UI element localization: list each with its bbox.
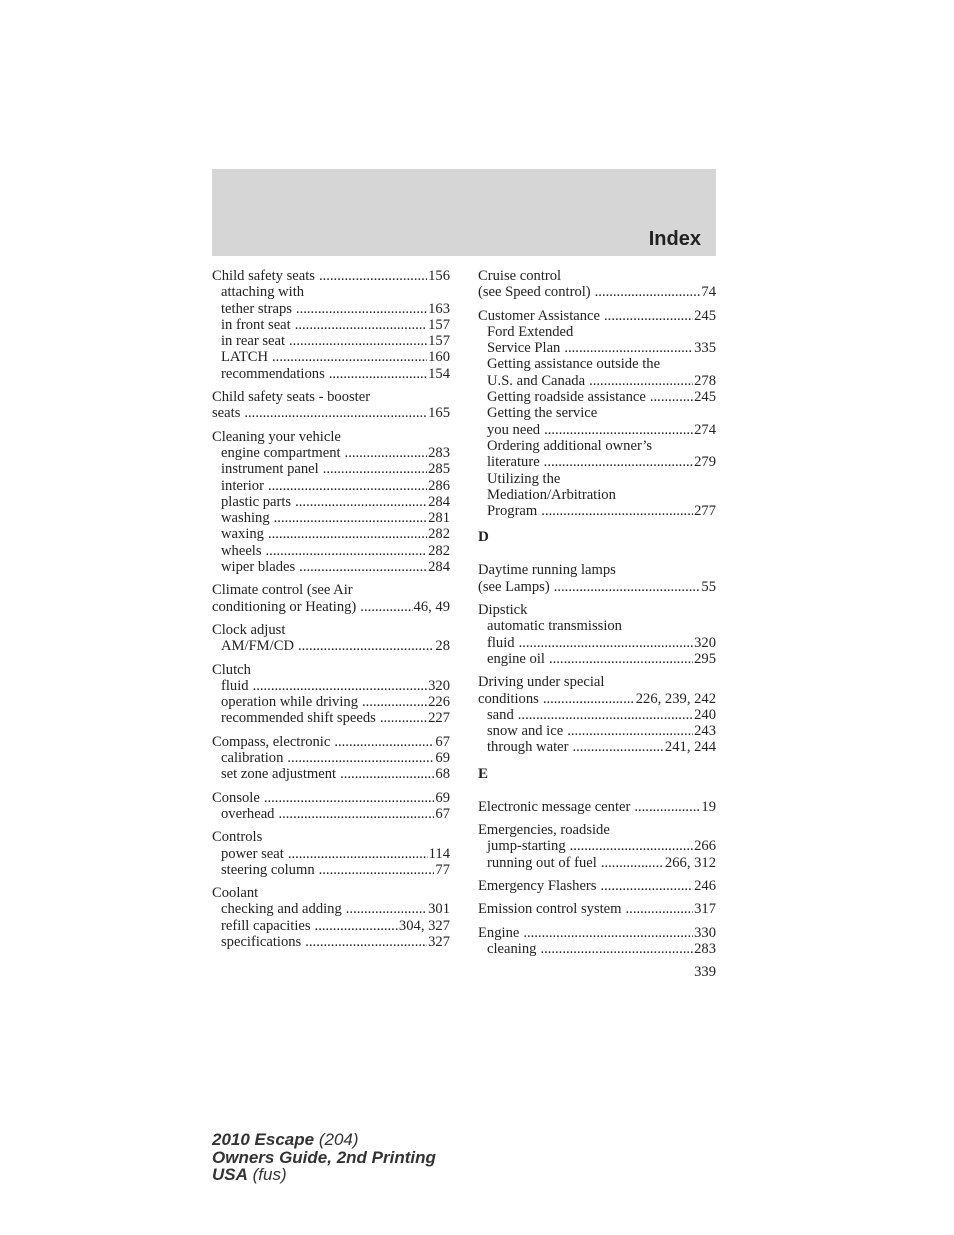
dot-leader <box>268 526 427 542</box>
index-heading[interactable] <box>212 790 450 806</box>
page-reference[interactable]: 277 <box>694 503 716 520</box>
index-entry <box>212 389 450 422</box>
page-number: 339 <box>694 964 716 981</box>
index-column-left <box>212 268 450 957</box>
page-reference[interactable]: 157 <box>428 316 450 333</box>
dot-leader <box>519 635 694 651</box>
index-subentry <box>478 471 716 487</box>
dot-leader <box>544 422 693 438</box>
index-subentry[interactable] <box>212 806 450 822</box>
entry-text: refill capacities <box>221 917 311 934</box>
entry-text: instrument panel <box>221 461 319 478</box>
index-entry <box>478 901 716 917</box>
entry-text: conditioning or Heating) <box>212 598 357 615</box>
page-reference[interactable]: 245 <box>694 389 716 406</box>
entry-text: checking and adding <box>221 901 342 918</box>
footer-line-2 <box>212 1149 436 1167</box>
dot-leader <box>595 284 701 300</box>
page-reference[interactable]: 74 <box>701 284 716 301</box>
page-reference[interactable]: 320 <box>694 634 716 651</box>
page-reference[interactable]: 241, 244 <box>664 739 716 756</box>
dot-leader <box>570 838 693 854</box>
dot-leader <box>289 333 427 349</box>
index-entry <box>212 622 450 655</box>
page-reference[interactable]: 28 <box>435 638 450 655</box>
index-subentry[interactable] <box>212 526 450 542</box>
entry-text: wiper blades <box>221 559 296 576</box>
page-reference[interactable]: 281 <box>428 510 450 527</box>
entry-text: specifications <box>221 933 302 950</box>
entry-text: cleaning <box>487 940 537 957</box>
page-reference[interactable]: 282 <box>428 542 450 559</box>
index-subentry[interactable] <box>212 694 450 710</box>
index-subentry[interactable] <box>212 510 450 526</box>
dot-leader <box>244 405 427 421</box>
index-heading <box>478 268 716 284</box>
index-subentry[interactable] <box>212 918 450 934</box>
entry-text: sand <box>487 706 514 723</box>
index-subentry[interactable] <box>212 301 450 317</box>
index-entry <box>478 925 716 958</box>
entry-text: interior <box>221 477 264 494</box>
header-band <box>212 169 716 256</box>
entry-text: wheels <box>221 542 262 559</box>
entry-text: Dipstick <box>478 602 528 619</box>
index-subentry[interactable] <box>212 846 450 862</box>
entry-text: Child safety seats <box>212 268 315 284</box>
entry-text: Climate control (see Air <box>212 582 353 599</box>
page-reference[interactable]: 69 <box>435 750 450 767</box>
index-subentry[interactable] <box>478 651 716 667</box>
entry-text: (see Lamps) <box>478 578 550 595</box>
entry-text: recommended shift speeds <box>221 710 376 727</box>
index-subentry[interactable] <box>478 503 716 519</box>
index-entry <box>478 268 716 301</box>
index-subentry[interactable] <box>478 941 716 957</box>
index-subentry[interactable] <box>478 422 716 438</box>
dot-leader <box>346 901 427 917</box>
page-reference[interactable]: 114 <box>428 845 450 862</box>
footer-line-3 <box>212 1166 436 1184</box>
entry-text: operation while driving <box>221 694 358 711</box>
dot-leader <box>323 461 427 477</box>
dot-leader <box>334 734 434 750</box>
dot-leader <box>541 503 693 519</box>
section-letter: D <box>478 529 489 546</box>
dot-leader <box>543 691 635 707</box>
dot-leader <box>564 340 693 356</box>
page-reference[interactable]: 282 <box>428 526 450 543</box>
dot-leader <box>295 494 427 510</box>
entry-text: Customer Assistance <box>478 307 601 324</box>
dot-leader <box>604 308 693 324</box>
entry-text: power seat <box>221 845 284 862</box>
page-reference[interactable]: 240 <box>694 706 716 723</box>
index-subentry[interactable] <box>478 340 716 356</box>
index-subentry[interactable] <box>212 559 450 575</box>
index-subentry <box>478 356 716 372</box>
index-entry <box>212 829 450 878</box>
entry-text: fluid <box>221 677 249 694</box>
entry-text: fluid <box>487 634 515 651</box>
entry-text: overhead <box>221 805 275 822</box>
dot-leader <box>626 901 694 917</box>
index-entry <box>212 582 450 615</box>
entry-text: Controls <box>212 829 263 846</box>
page-reference[interactable]: 160 <box>428 349 450 366</box>
footer-model-code: (204) <box>318 1130 359 1149</box>
index-entry <box>478 878 716 894</box>
dot-leader <box>319 862 435 878</box>
index-subentry <box>478 405 716 421</box>
footer-line-1 <box>212 1131 436 1149</box>
entry-text: washing <box>221 510 270 527</box>
index-subentry[interactable] <box>478 723 716 739</box>
index-heading <box>212 429 450 445</box>
footer-model: 2010 Escape <box>212 1130 315 1149</box>
dot-leader <box>345 445 428 461</box>
page-reference[interactable]: 301 <box>428 901 450 918</box>
entry-text: Engine <box>478 924 520 941</box>
entry-text: Program <box>487 503 538 520</box>
page-reference[interactable]: 154 <box>428 365 450 382</box>
entry-text: plastic parts <box>221 493 292 510</box>
page-reference[interactable]: 286 <box>428 477 450 494</box>
page-reference[interactable]: 285 <box>428 461 450 478</box>
index-subentry[interactable] <box>212 478 450 494</box>
entry-text: attaching with <box>221 284 305 301</box>
dot-leader <box>360 599 412 615</box>
index-heading[interactable] <box>212 734 450 750</box>
dot-leader <box>518 707 693 723</box>
index-subentry[interactable] <box>212 638 450 654</box>
entry-text: Mediation/Arbitration <box>487 486 616 503</box>
page-reference[interactable]: 278 <box>694 372 716 389</box>
index-entry <box>478 602 716 667</box>
dot-leader <box>567 723 693 739</box>
index-subentry <box>478 487 716 503</box>
dot-leader <box>523 925 693 941</box>
index-subentry[interactable] <box>212 494 450 510</box>
index-heading <box>478 822 716 838</box>
index-subentry[interactable] <box>212 766 450 782</box>
dot-leader <box>600 878 693 894</box>
index-heading[interactable] <box>478 691 716 707</box>
index-heading <box>478 562 716 578</box>
dot-leader <box>634 799 700 815</box>
index-heading[interactable] <box>212 599 450 615</box>
index-subentry[interactable] <box>478 739 716 755</box>
entry-text: set zone adjustment <box>221 766 337 783</box>
dot-leader <box>589 373 693 389</box>
index-entry <box>212 268 450 382</box>
index-subentry[interactable] <box>212 934 450 950</box>
entry-text: jump-starting <box>487 838 566 855</box>
entry-text: steering column <box>221 861 315 878</box>
entry-text: recommendations <box>221 365 325 382</box>
entry-text: Compass, electronic <box>212 733 331 750</box>
index-subentry[interactable] <box>212 862 450 878</box>
dot-leader <box>549 651 693 667</box>
entry-text: Child safety seats - booster <box>212 389 371 406</box>
index-heading[interactable] <box>212 405 450 421</box>
footer-market: USA <box>212 1165 248 1184</box>
entry-text: Service Plan <box>487 340 561 357</box>
index-subentry[interactable] <box>478 855 716 871</box>
page-reference[interactable]: 283 <box>694 940 716 957</box>
dot-leader <box>287 750 434 766</box>
page-reference[interactable]: 284 <box>428 493 450 510</box>
index-heading[interactable] <box>478 901 716 917</box>
dot-leader <box>266 543 428 559</box>
dot-leader <box>329 366 427 382</box>
section-letter: E <box>478 765 489 782</box>
entry-text: Ford Extended <box>487 323 574 340</box>
page-reference[interactable]: 68 <box>435 766 450 783</box>
index-heading <box>478 674 716 690</box>
footer-guide: Owners Guide, 2nd Printing <box>212 1147 436 1167</box>
entry-text: tether straps <box>221 300 292 317</box>
entry-text: LATCH <box>221 349 269 366</box>
index-subentry[interactable] <box>212 710 450 726</box>
index-heading[interactable] <box>478 308 716 324</box>
page-reference[interactable]: 330 <box>694 924 716 941</box>
entry-text: Emission control system <box>478 901 622 918</box>
entry-text: in front seat <box>221 316 291 333</box>
dot-leader <box>272 349 427 365</box>
entry-text: automatic transmission <box>487 618 622 635</box>
page-reference[interactable]: 165 <box>428 405 450 422</box>
index-entry <box>212 790 450 823</box>
page-reference[interactable]: 227 <box>428 710 450 727</box>
footer <box>212 1131 436 1184</box>
index-subentry[interactable] <box>212 678 450 694</box>
dot-leader <box>380 710 427 726</box>
index-subentry[interactable] <box>212 901 450 917</box>
page-reference[interactable]: 46, 49 <box>413 598 450 615</box>
page-reference[interactable]: 156 <box>428 268 450 284</box>
dot-leader <box>340 766 434 782</box>
dot-leader <box>268 478 427 494</box>
entry-text: literature <box>487 454 540 471</box>
dot-leader <box>540 941 693 957</box>
index-subentry[interactable] <box>212 461 450 477</box>
entry-text: Cruise control <box>478 268 562 284</box>
dot-leader <box>288 846 428 862</box>
index-entry <box>478 308 716 520</box>
index-heading[interactable] <box>478 799 716 815</box>
index-subentry <box>478 438 716 454</box>
dot-leader <box>544 454 693 470</box>
dot-leader <box>601 855 664 871</box>
page-reference[interactable]: 226 <box>428 694 450 711</box>
index-subentry <box>478 618 716 634</box>
index-heading <box>212 582 450 598</box>
entry-text: Getting roadside assistance <box>487 389 646 406</box>
page-reference[interactable]: 274 <box>694 421 716 438</box>
page-reference[interactable]: 320 <box>428 677 450 694</box>
page-reference[interactable]: 317 <box>694 901 716 918</box>
page-reference[interactable]: 284 <box>428 559 450 576</box>
entry-text: Utilizing the <box>487 470 561 487</box>
dot-leader <box>315 918 398 934</box>
page-reference[interactable]: 266, 312 <box>664 854 716 871</box>
entry-text: you need <box>487 421 541 438</box>
index-column-right <box>478 268 716 980</box>
index-subentry[interactable] <box>478 707 716 723</box>
page-title: Index <box>648 228 701 250</box>
index-entry <box>478 822 716 871</box>
entry-text: Getting assistance outside the <box>487 356 661 373</box>
index-heading <box>478 602 716 618</box>
dot-leader <box>362 694 427 710</box>
index-column-right-entries <box>478 268 716 957</box>
entry-text: in rear seat <box>221 333 286 350</box>
page-reference[interactable]: 266 <box>694 838 716 855</box>
page-reference[interactable]: 246 <box>694 877 716 894</box>
entry-text: Emergencies, roadside <box>478 822 610 839</box>
index-subentry[interactable] <box>212 750 450 766</box>
index-subentry[interactable] <box>212 349 450 365</box>
index-heading <box>212 885 450 901</box>
page-reference[interactable]: 69 <box>435 789 450 806</box>
index-subentry[interactable] <box>212 543 450 559</box>
entry-text: Cleaning your vehicle <box>212 428 341 445</box>
page-reference[interactable]: 304, 327 <box>398 917 450 934</box>
entry-text: engine compartment <box>221 444 341 461</box>
entry-text: AM/FM/CD <box>221 638 294 655</box>
page-reference[interactable]: 327 <box>428 933 450 950</box>
entry-text: seats <box>212 405 241 422</box>
dot-leader <box>554 579 701 595</box>
index-subentry[interactable] <box>478 373 716 389</box>
entry-text: Emergency Flashers <box>478 877 597 894</box>
entry-text: (see Speed control) <box>478 284 591 301</box>
dot-leader <box>295 317 427 333</box>
index-subentry[interactable] <box>478 389 716 405</box>
index-subentry[interactable] <box>478 635 716 651</box>
index-heading <box>212 662 450 678</box>
index-subentry[interactable] <box>212 317 450 333</box>
entry-text: Electronic message center <box>478 798 631 815</box>
page-reference[interactable]: 243 <box>694 723 716 740</box>
index-entry <box>478 799 716 815</box>
dot-leader <box>650 389 693 405</box>
page-reference[interactable]: 335 <box>694 340 716 357</box>
dot-leader <box>274 510 427 526</box>
index-entry <box>212 734 450 783</box>
page-reference[interactable]: 67 <box>435 805 450 822</box>
entry-text: running out of fuel <box>487 854 597 871</box>
page-reference[interactable]: 77 <box>435 861 450 878</box>
index-entry <box>212 429 450 576</box>
index-entry <box>478 674 716 755</box>
entry-text: Getting the service <box>487 405 598 422</box>
entry-text: snow and ice <box>487 723 564 740</box>
index-heading <box>212 622 450 638</box>
index-heading[interactable] <box>478 579 716 595</box>
index-heading <box>212 389 450 405</box>
page-reference[interactable]: 55 <box>701 578 716 595</box>
page-reference[interactable]: 19 <box>701 798 716 815</box>
index-heading[interactable] <box>478 925 716 941</box>
page-reference[interactable]: 157 <box>428 333 450 350</box>
entry-text: Coolant <box>212 885 259 902</box>
dot-leader <box>264 790 435 806</box>
index-heading[interactable] <box>478 284 716 300</box>
page-reference[interactable]: 279 <box>694 454 716 471</box>
footer-market-code: (fus) <box>252 1165 287 1184</box>
index-entry <box>478 562 716 595</box>
entry-text: conditions <box>478 690 539 707</box>
entry-text: U.S. and Canada <box>487 372 586 389</box>
dot-leader <box>278 806 434 822</box>
dot-leader <box>298 638 434 654</box>
index-entry <box>212 662 450 727</box>
dot-leader <box>572 739 663 755</box>
index-heading[interactable] <box>478 878 716 894</box>
index-subentry[interactable] <box>212 445 450 461</box>
index-subentry[interactable] <box>212 366 450 382</box>
index-subentry[interactable] <box>478 454 716 470</box>
entry-text: waxing <box>221 526 264 543</box>
dot-leader <box>305 934 427 950</box>
entry-text: through water <box>487 739 569 756</box>
index-heading <box>212 829 450 845</box>
page-reference[interactable]: 295 <box>694 650 716 667</box>
entry-text: Driving under special <box>478 674 605 691</box>
index-entry <box>212 885 450 950</box>
page-reference[interactable]: 283 <box>428 444 450 461</box>
entry-text: Daytime running lamps <box>478 562 616 579</box>
entry-text: Clock adjust <box>212 621 286 638</box>
entry-text: Clutch <box>212 661 251 678</box>
entry-text: Console <box>212 789 260 806</box>
dot-leader <box>253 678 428 694</box>
index-subentry[interactable] <box>212 333 450 349</box>
page-reference[interactable]: 67 <box>435 733 450 750</box>
page-reference[interactable]: 226, 239, 242 <box>635 690 716 707</box>
entry-text: engine oil <box>487 650 545 667</box>
dot-leader <box>319 268 427 284</box>
dot-leader <box>299 559 427 575</box>
entry-text: Ordering additional owner’s <box>487 437 653 454</box>
page-reference[interactable]: 163 <box>428 300 450 317</box>
index-heading[interactable] <box>212 268 450 284</box>
entry-text: calibration <box>221 750 284 767</box>
index-subentry <box>212 284 450 300</box>
index-subentry <box>478 324 716 340</box>
page-reference[interactable]: 245 <box>694 307 716 324</box>
dot-leader <box>296 301 427 317</box>
index-subentry[interactable] <box>478 838 716 854</box>
